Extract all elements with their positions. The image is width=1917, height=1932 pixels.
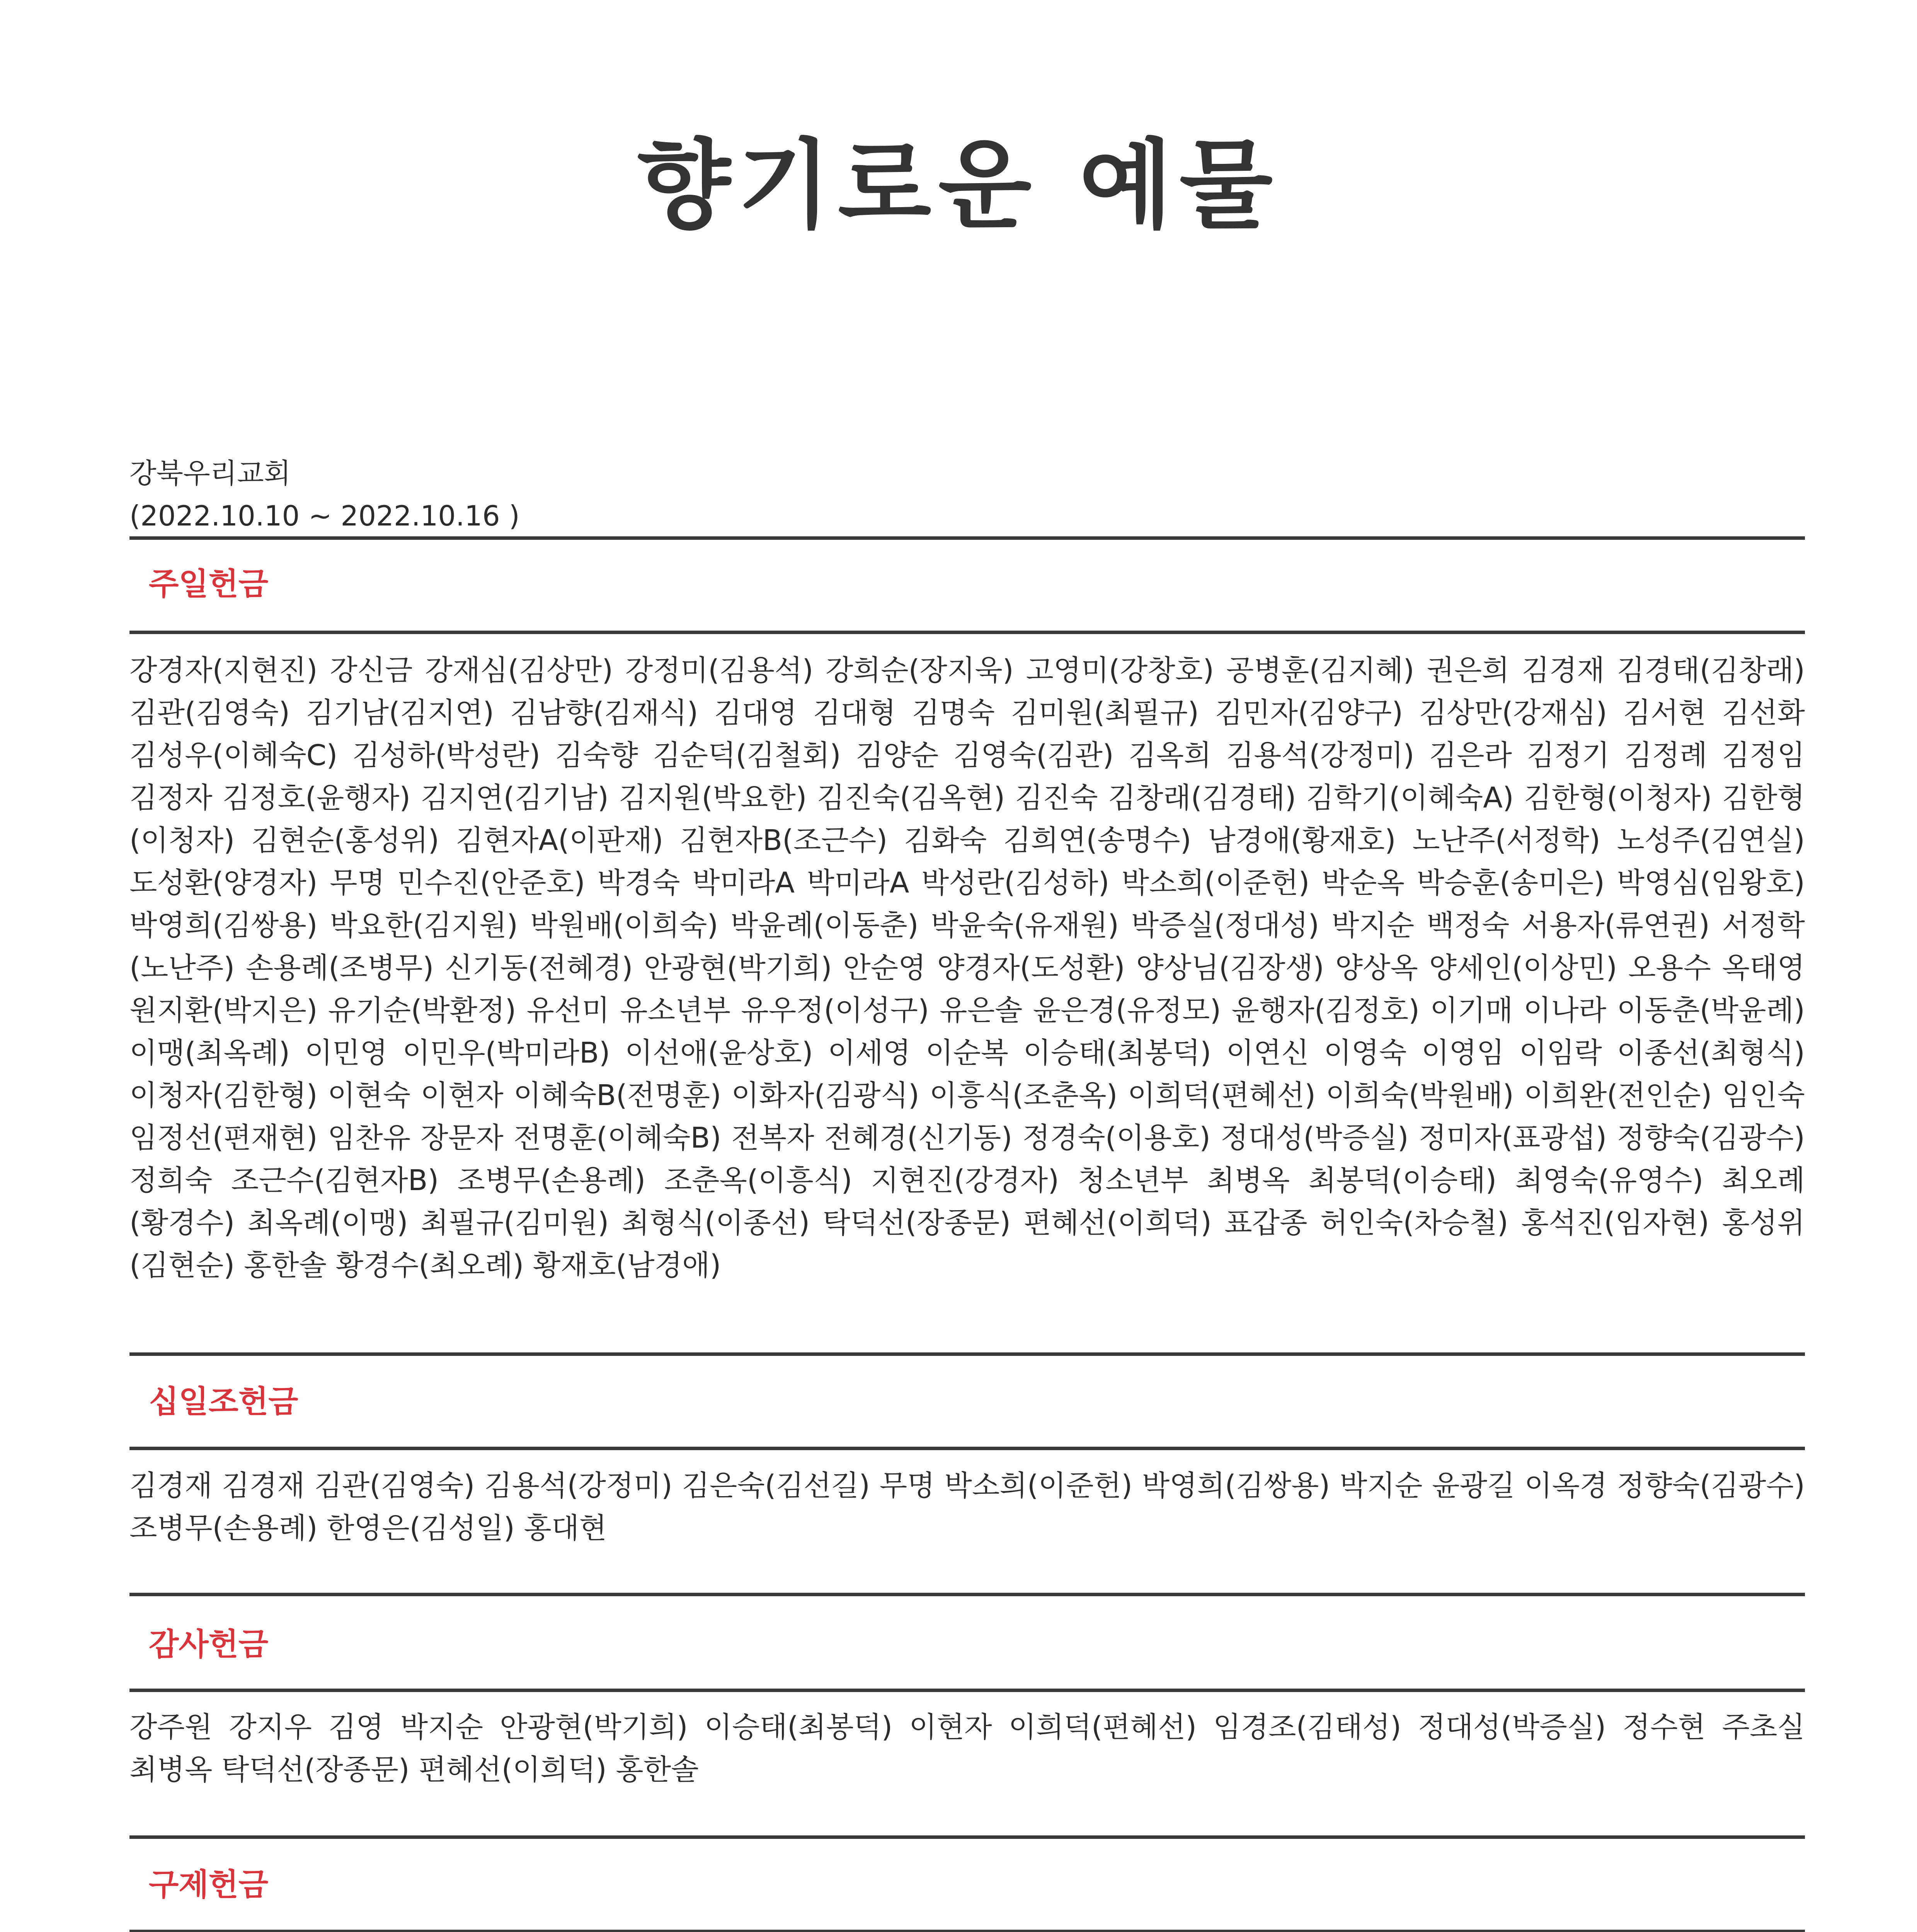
section-divider — [129, 1689, 1805, 1692]
page-title: 향기로운 예물 — [637, 129, 1280, 242]
section-heading-sunday-offering: 주일헌금 — [149, 566, 269, 602]
church-name: 강북우리교회 — [129, 457, 291, 490]
section-divider — [129, 1593, 1805, 1596]
section-divider — [129, 1930, 1805, 1932]
section-divider — [129, 631, 1805, 634]
section-heading-tithe: 십일조헌금 — [149, 1384, 298, 1420]
section-names-sunday-offering: 강경자(지현진) 강신금 강재심(김상만) 강정미(김용석) 강희순(장지욱) 고영미(강창호) 공병훈(김지혜) 권은희 김경재 김경태(김창래) 김관(김영숙) 김기남(김지연) 김남향(김재식) 김대영 김대형 김명숙 김미원(최필규) 김민자(김양구) 김상만(강재심) 김서현 김선화 김성우(이혜숙C) 김성하(박성란) 김숙향 김순덕(김철회) 김양순 김영숙(김관) 김옥희 김용석(강정미) 김은라 김정기 김정례 김정임 김정자 김정호(윤행자) 김지연(김기남) 김지원(박요한) 김진숙(김옥현) 김진숙 김창래(김경태) 김학기(이혜숙A) 김한형(이청자) 김한형(이청자) 김현순(홍성위) 김현자A(이판재) 김현자B(조근수) 김화숙 김희연(송명수) 남경애(황재호) 노난주(서정학) 노성주(김연실) 도성환(양경자) 무명 민수진(안준호) 박경숙 박미라A 박미라A 박성란(김성하) 박소희(이준헌) 박순옥 박승훈(송미은) 박영심(임왕호) 박영희(김쌍용) 박요한(김지원) 박원배(이희숙) 박윤례(이동춘) 박윤숙(유재원) 박증실(정대성) 박지순 백정숙 서용자(류연권) 서정학(노난주) 손용례(조병무) 신기동(전혜경) 안광현(박기희) 안순영 양경자(도성환) 양상님(김장생) 양상옥 양세인(이상민) 오용수 옥태영 원지환(박지은) 유기순(박환정) 유선미 유소년부 유우정(이성구) 유은솔 윤은경(유정모) 윤행자(김정호) 이기매 이나라 이동춘(박윤례) 이맹(최옥례) 이민영 이민우(박미라B) 이선애(윤상호) 이세영 이순복 이승태(최봉덕) 이연신 이영숙 이영임 이임락 이종선(최형식) 이청자(김한형) 이현숙 이현자 이혜숙B(전명훈) 이화자(김광식) 이흥식(조춘옥) 이희덕(편혜선) 이희숙(박원배) 이희완(전인순) 임인숙 임정선(편재현) 임찬유 장문자 전명훈(이혜숙B) 전복자 전혜경(신기동) 정경숙(이용호) 정대성(박증실) 정미자(표광섭) 정향숙(김광수) 정희숙 조근수(김현자B) 조병무(손용례) 조춘옥(이흥식) 지현진(강경자) 청소년부 최병옥 최봉덕(이승태) 최영숙(유영수) 최오례(황경수) 최옥례(이맹) 최필규(김미원) 최형식(이종선) 탁덕선(장종문) 편혜선(이희덕) 표갑종 허인숙(차승철) 홍석진(임자현) 홍성위(김현순) 홍한솔 황경수(최오례) 황재호(남경애) — [129, 654, 1805, 1282]
section-heading-relief: 구제헌금 — [149, 1867, 269, 1903]
document-header — [129, 452, 520, 537]
section-heading-thanksgiving: 감사헌금 — [149, 1626, 269, 1662]
section-names-thanksgiving: 강주원 강지우 김영 박지순 안광현(박기희) 이승태(최봉덕) 이현자 이희덕(편혜선) 임경조(김태성) 정대성(박증실) 정수현 주초실 최병옥 탁덕선(장종문) 편혜선(이희덕) 홍한솔 — [129, 1711, 1805, 1786]
section-divider — [129, 1835, 1805, 1839]
section-divider — [129, 536, 1805, 540]
section-divider — [129, 1352, 1805, 1356]
section-names-tithe: 김경재 김경재 김관(김영숙) 김용석(강정미) 김은숙(김선길) 무명 박소희(이준헌) 박영희(김쌍용) 박지순 윤광길 이옥경 정향숙(김광수) 조병무(손용례) 한영은(김성일) 홍대현 — [129, 1469, 1805, 1545]
section-divider — [129, 1447, 1805, 1450]
date-range: (2022.10.10 ~ 2022.10.16 ) — [129, 500, 520, 532]
